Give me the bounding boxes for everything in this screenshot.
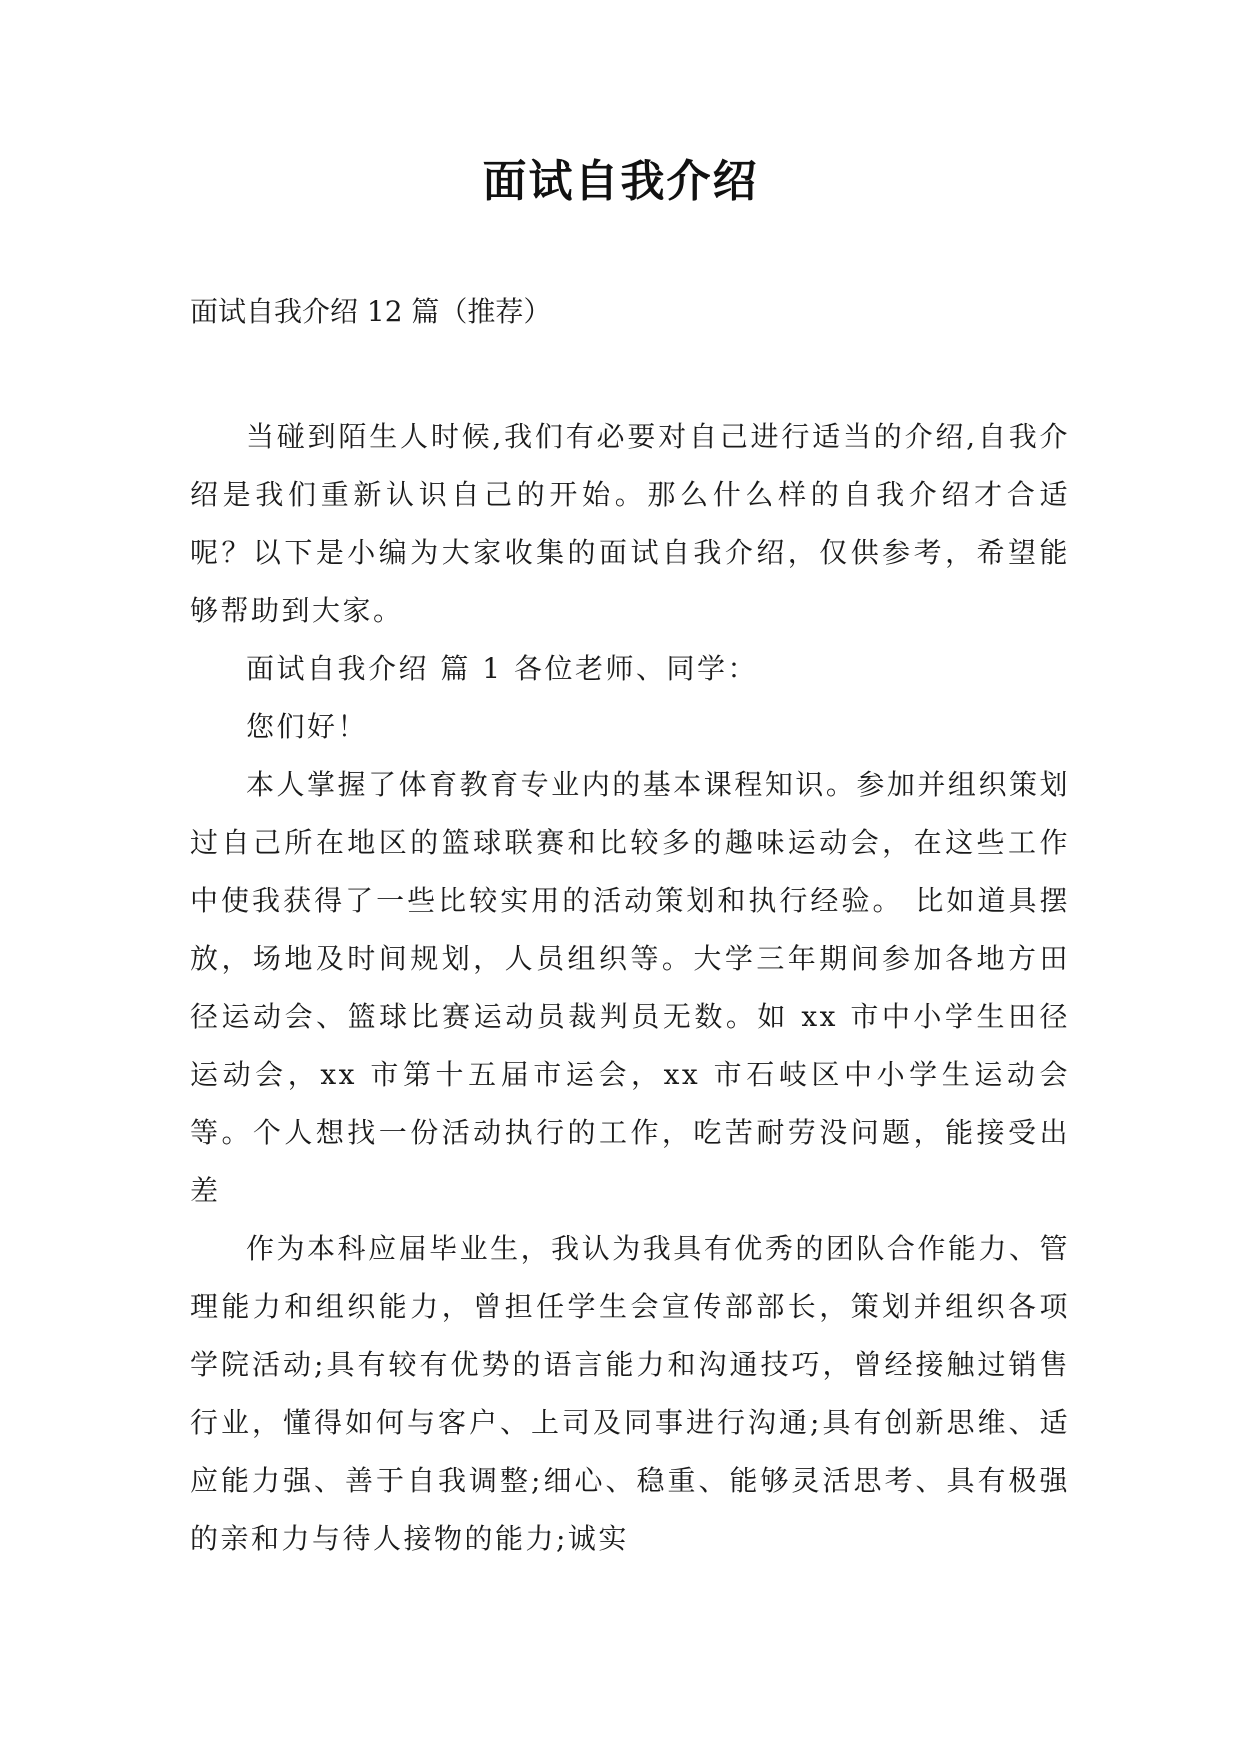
abilities-paragraph: 作为本科应届毕业生，我认为我具有优秀的团队合作能力、管理能力和组织能力，曾担任学生会宣传部部长，策划并组织各项学院活动;具有较有优势的语言能力和沟通技巧，曾经接触过销售行业，懂得如何与客户、上司及同事进行沟通;具有创新思维、适应能力强、善于自我调整;细心、稳重、能够灵活思考、具有极强的亲和力与待人接物的能力;诚实 <box>190 1232 1070 1555</box>
document-title: 面试自我介绍 <box>482 156 759 207</box>
intro-paragraph: 当碰到陌生人时候,我们有必要对自己进行适当的介绍,自我介绍是我们重新认识自己的开始。那么什么样的自我介绍才合适呢？以下是小编为大家收集的面试自我介绍，仅供参考，希望能够帮助到大家。 <box>190 420 1070 627</box>
greeting-paragraph: 您们好！ <box>246 710 369 743</box>
section-heading-paragraph: 面试自我介绍 篇 1 各位老师、同学： <box>246 652 759 685</box>
experience-paragraph: 本人掌握了体育教育专业内的基本课程知识。参加并组织策划过自己所在地区的篮球联赛和比较多的趣味运动会，在这些工作中使我获得了一些比较实用的活动策划和执行经验。 比如道具摆放，场地及时间规划，人员组织等。大学三年期间参加各地方田径运动会、篮球比赛运动员裁判员无数。如 xx 市中小学生田径运动会，xx 市第十五届市运会，xx 市石岐区中小学生运动会等。个人想找一份活动执行的工作，吃苦耐劳没问题，能接受出差 <box>190 768 1070 1207</box>
document-body <box>190 408 1070 1568</box>
document-subtitle: 面试自我介绍 12 篇（推荐） <box>190 295 552 328</box>
